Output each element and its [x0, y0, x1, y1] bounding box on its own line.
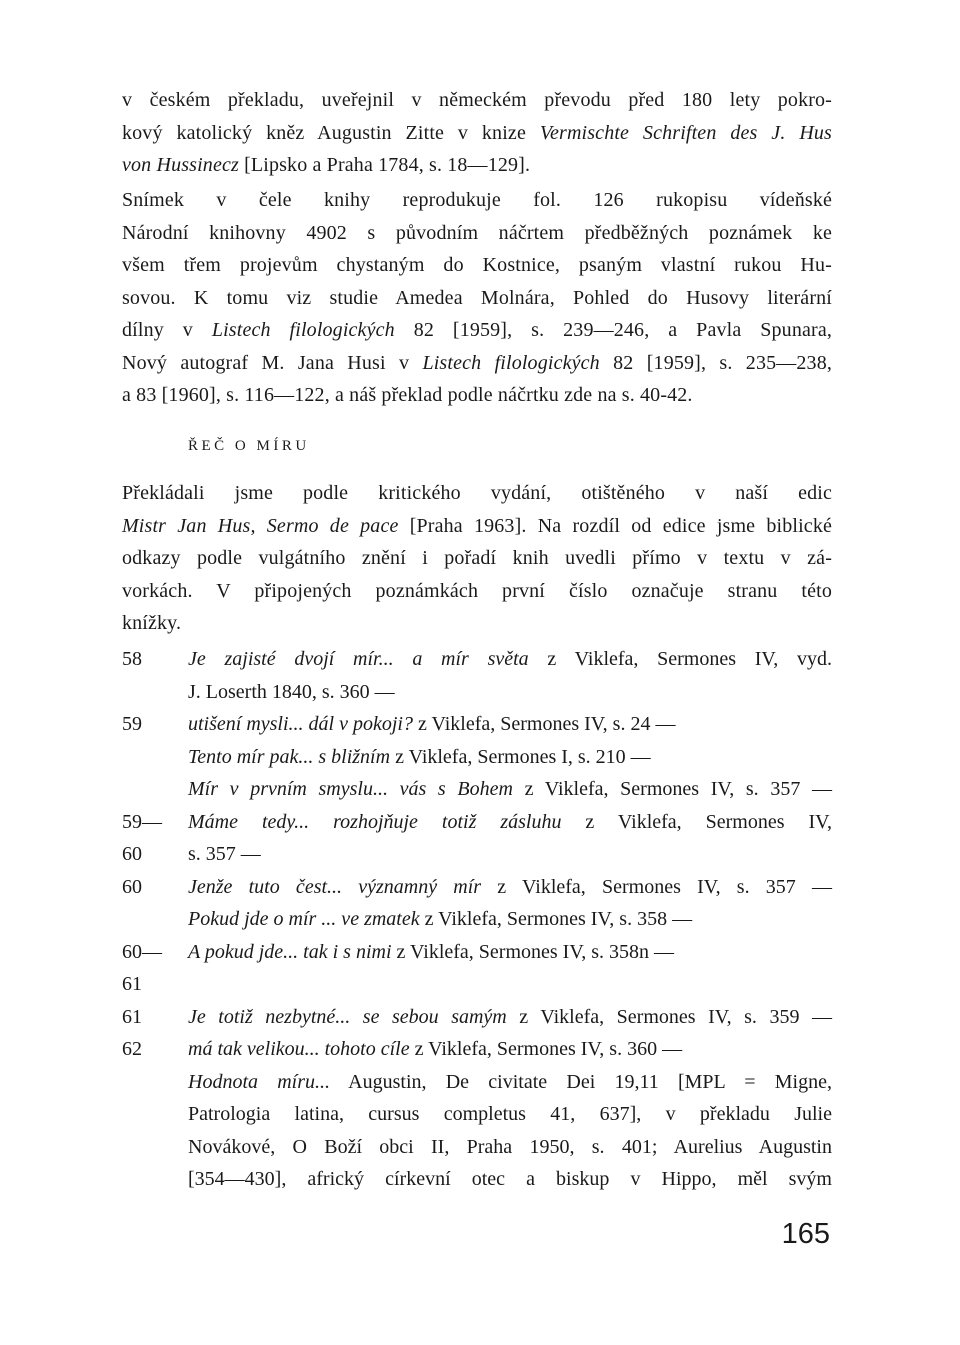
text-line [188, 643, 832, 676]
note-page-ref [122, 1033, 182, 1066]
text-run: z Viklefa, Sermones I, s. 210 — [390, 745, 651, 768]
italic-title: Je totiž nezbytné... se sebou samým [188, 1005, 507, 1028]
text-line [122, 510, 832, 543]
text-run: 82 [1959], s. 235—238, [599, 351, 832, 374]
note-page-ref [122, 643, 182, 676]
text-line [188, 676, 832, 709]
note-page-ref [122, 936, 182, 1001]
text-run: z Viklefa, Sermones IV, vyd. [528, 648, 832, 670]
text-run: Snímek v čele knihy reprodukuje fol. 126 rukopisu vídeňské [122, 189, 832, 211]
text-run: z Viklefa, Sermones IV, s. 358 — [419, 908, 693, 930]
italic-title: Tento mír pak... s bližním [188, 745, 391, 768]
text-line [122, 542, 832, 575]
text-line [122, 314, 832, 347]
text-line [122, 282, 832, 315]
text-line [188, 936, 832, 969]
text-run: z Viklefa, Sermones IV, s. 359 — [506, 1005, 832, 1028]
note-page-number: 61 [122, 973, 142, 995]
text-line [122, 217, 832, 250]
note-page-number: 60 [122, 875, 142, 898]
note-page-number: 58 [122, 648, 142, 670]
text-run: z Viklefa, Sermones IV, s. 357 — [512, 778, 832, 800]
note-page-number: 60 [122, 843, 142, 865]
text-run: vorkách. V připojených poznámkách první číslo označuje stranu této [122, 579, 832, 602]
text-run: [354—430], africký církevní otec a biskup v Hippo, měl svým [188, 1168, 832, 1190]
text-run: a 83 [1960], s. 116—122, a náš překlad podle náčrtku zde na s. 40-42. [122, 384, 693, 406]
text-run: knížky. [122, 612, 182, 634]
note-text [188, 806, 832, 871]
text-run: z Viklefa, Sermones IV, s. 24 — [412, 713, 676, 735]
note-page-ref [122, 806, 182, 871]
text-line [188, 1098, 832, 1131]
note-text [188, 1001, 832, 1034]
note-text [188, 1033, 832, 1196]
intro-paragraph-1 [122, 84, 832, 182]
text-run: sovou. K tomu viz studie Amedea Molnára, Pohled do Husovy literární [122, 286, 832, 309]
italic-title: Máme tedy... rozhojňuje totiž zásluhu [188, 810, 562, 833]
text-run: 82 [1959], s. 239—246, a Pavla Spunara, [394, 319, 832, 341]
text-run: z Viklefa, Sermones IV, s. 358n — [391, 940, 674, 963]
italic-title: má tak velikou... tohoto cíle [188, 1038, 410, 1060]
text-line [188, 773, 832, 806]
intro-paragraph-2 [122, 184, 832, 412]
text-run: Novákové, O Boží obci II, Praha 1950, s. 401; Aurelius Augustin [188, 1135, 832, 1158]
text-line [188, 1131, 832, 1164]
note-page-number: 61 [122, 1005, 142, 1028]
text-line [122, 84, 832, 117]
italic-title: von Hussinecz [122, 154, 239, 176]
text-run: všem třem projevům chystaným do Kostnice, psaným vlastní rukou Hu- [122, 254, 832, 276]
note-page-number: 60— [122, 940, 162, 963]
text-run: Nový autograf M. Jana Husi v [122, 351, 423, 374]
text-run: Augustin, De civitate Dei 19,11 [MPL = Migne, [330, 1070, 832, 1093]
note-entry [122, 708, 832, 806]
text-run: v českém překladu, uveřejnil v německém převodu před 180 lety pokro- [122, 89, 832, 111]
section-paragraph [122, 477, 832, 640]
text-line [188, 838, 832, 871]
note-entry [122, 1033, 832, 1196]
page-number: 165 [781, 1218, 830, 1250]
text-run: Patrologia latina, cursus completus 41, 637], v překladu Julie [188, 1103, 832, 1125]
text-line [188, 1033, 832, 1066]
italic-title: Vermischte Schriften des J. Hus [539, 121, 832, 144]
italic-title: Je zajisté dvojí mír... a mír světa [188, 648, 529, 670]
italic-title: utišení mysli... dál v pokoji? [188, 713, 413, 735]
text-line [188, 741, 832, 774]
text-run: [Lipsko a Praha 1784, s. 18—129]. [238, 154, 531, 176]
text-run: odkazy podle vulgátního znění i pořadí knih uvedli přímo v textu v zá- [122, 547, 832, 569]
note-entry [122, 643, 832, 708]
italic-title: Hodnota míru... [188, 1070, 331, 1093]
text-line [188, 806, 832, 839]
note-text [188, 708, 832, 806]
text-line [188, 1001, 832, 1034]
text-run: dílny v [122, 319, 212, 341]
text-line [122, 347, 832, 380]
italic-title: A pokud jde... tak i s nimi [188, 940, 392, 963]
text-line [188, 1163, 832, 1196]
text-line [122, 477, 832, 510]
italic-title: Listech filologických [422, 351, 600, 374]
text-run: z Viklefa, Sermones IV, s. 357 — [481, 875, 832, 898]
text-run: J. Loserth 1840, s. 360 — [188, 680, 395, 703]
italic-title: Mír v prvním smyslu... vás s Bohem [188, 778, 513, 800]
note-entry [122, 871, 832, 936]
text-line [188, 871, 832, 904]
italic-title: Listech filologických [211, 319, 395, 341]
text-run: z Viklefa, Sermones IV, s. 360 — [409, 1038, 683, 1060]
text-line [188, 1066, 832, 1099]
text-line [122, 379, 832, 412]
italic-title: Mistr Jan Hus, Sermo de pace [122, 514, 399, 537]
italic-title: Jenže tuto čest... významný mír [188, 875, 482, 898]
note-entry [122, 1001, 832, 1034]
text-line [188, 903, 832, 936]
text-line [122, 184, 832, 217]
note-page-ref [122, 1001, 182, 1034]
text-run: z Viklefa, Sermones IV, [561, 810, 833, 833]
note-text [188, 936, 832, 969]
text-run: kový katolický kněz Augustin Zitte v knize [122, 121, 540, 144]
text-run: Národní knihovny 4902 s původním náčrtem předběžných poznámek ke [122, 221, 832, 244]
note-entry [122, 936, 832, 1001]
note-page-number: 59 [122, 713, 142, 735]
text-line [122, 575, 832, 608]
text-line [122, 117, 832, 150]
text-line [188, 708, 832, 741]
note-text [188, 871, 832, 936]
note-page-number: 59— [122, 810, 162, 833]
note-entry [122, 806, 832, 871]
text-run: [Praha 1963]. Na rozdíl od edice jsme biblické [398, 514, 832, 537]
text-line [122, 607, 832, 640]
note-text [188, 643, 832, 708]
note-page-number: 62 [122, 1038, 142, 1060]
text-run: s. 357 — [188, 843, 261, 865]
text-line [122, 249, 832, 282]
italic-title: Pokud jde o mír ... ve zmatek [188, 908, 420, 930]
text-run: Překládali jsme podle kritického vydání, otištěného v naší edic [122, 482, 832, 504]
text-line [122, 149, 832, 182]
note-page-ref [122, 871, 182, 904]
section-heading: ŘEČ O MÍRU [188, 438, 310, 454]
note-page-ref [122, 708, 182, 741]
